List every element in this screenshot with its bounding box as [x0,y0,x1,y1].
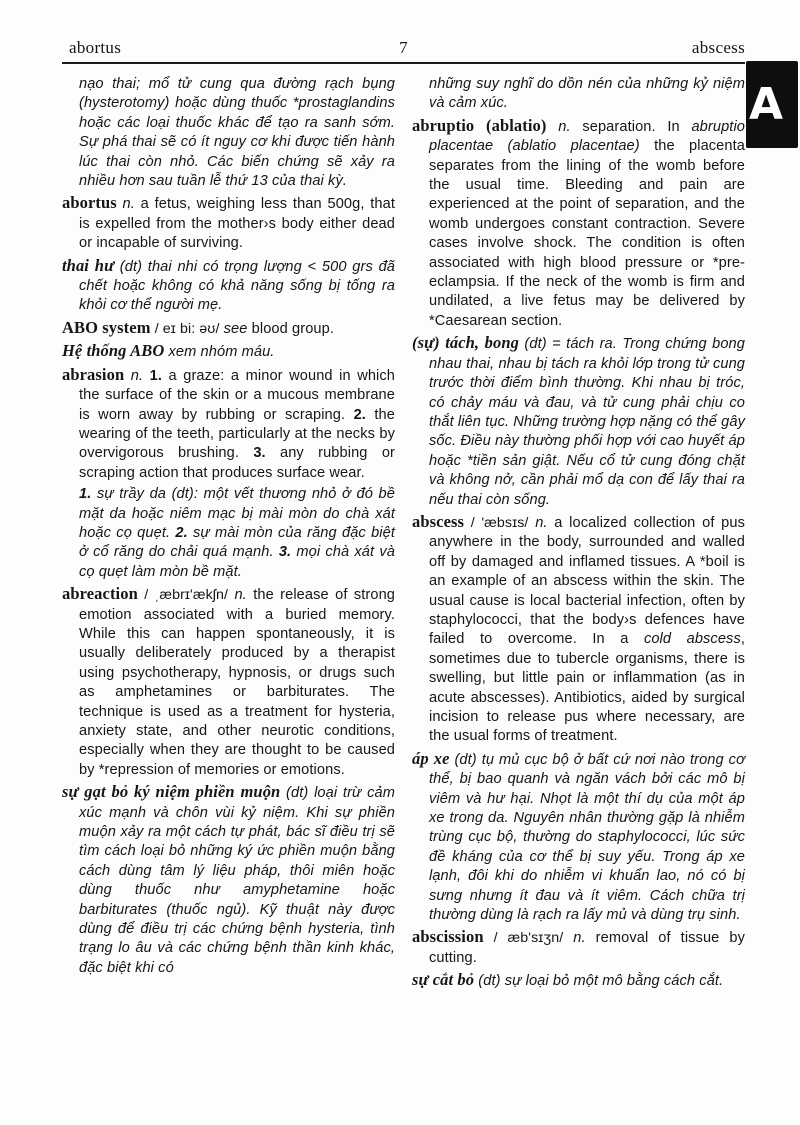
text-segment: 2. [175,524,188,541]
text-segment: 3. [253,445,266,462]
text-segment: / æb'sɪʒn/ [493,930,564,947]
text-segment: những suy nghĩ do dồn nén của những kỷ niệm và cảm xúc. [429,76,745,112]
text-segment: any rubbing or scraping action that produces surface wear. [79,445,396,481]
text-segment: Hệ thống ABO [62,341,165,361]
text-segment: nạo thai; mổ tử cung qua đường rạch bụng (hysterotomy) hoặc dùng thuốc *prostaglandins hoặc các loại thuốc khác để tạo ra sanh sớm. Sự phá thai sẽ có ít nguy cơ khi được tiến hành lúc thai còn nhỏ. Các biến chứng sẽ xảy ra nhiều hơn sau tuần lễ thứ 13 của thai kỳ. [79,76,395,190]
page-header [62,34,745,58]
entry-ap-xe [412,749,745,926]
text-segment: (dt) = tách ra. Trong chứng bong nhau thai, nhau bị tách ra khỏi lớp trong tử cung trước thời điểm bình thường. Khi nhau bị tróc, có chảy máu và đau, và tử cung phải chịu co thắt liên tục. Những trường hợp nặng có thể gây sốc. Điều này thường phối hợp với cao huyết áp hoặc *tiền sản giật. Nếu cổ tử cung đóng chặt và không nở, cần phải mổ dạ con để lấy thai ra nếu thai còn sống. [429,336,745,508]
text-segment: mọi chà xát và cọ quẹt làm mòn bề mặt. [79,544,395,580]
entry-abreaction [62,584,395,780]
text-segment: abrasion [62,364,125,384]
thumb-tab-letter: A [748,79,784,130]
text-segment: xem nhóm máu. [164,344,275,361]
text-segment: blood group. [247,320,334,337]
text-segment: 1. [79,486,92,503]
right-column [412,75,745,992]
entry-thai-hu [62,256,395,316]
text-segment: 1. [149,367,163,384]
text-segment [484,930,494,946]
text-segment: sự gạt bỏ ký niệm phiền muộn [62,782,281,802]
text-segment: / eɪ bi: əʊ/ [154,320,220,337]
entry-abrasion [62,365,395,483]
guide-word-right: abscess [691,38,745,57]
text-segment: n. [573,930,586,947]
text-segment: , sometimes due to tubercle organisms, there is swelling, but little pain or inflammation (as in acute abscesses). Antibiotics, aided by surgical incision to release pus where necessary, are the usual forms of treatment. [429,631,745,745]
entry-abortus [62,193,395,253]
text-segment [563,930,573,946]
text-segment: sự mài mòn của răng đặc biệt ở cổ răng do chải quá mạnh. [79,524,395,561]
guide-word-left: abortus [69,38,122,57]
continuation-su-gat-bo [412,75,745,114]
text-segment: abruptio placentae (ablatio placentae) [429,118,746,155]
text-segment: the release of strong emotion associated with a buried memory. While this can happen spontaneously, it is usually deliberately produced by a therapist using psychotherapy, hypnosis, or drugs such as amphetamines or barbiturates. The technique is used as a treatment for hysteria, anxiety state, and other neurotic conditions, especially when they are thought to be caused by *repression of memories or emotions. [79,587,396,778]
text-segment: n. [130,367,144,384]
page-number: 7 [399,38,408,57]
entry-su-gat-bo-ky-niem [62,782,395,978]
text-segment: n. [234,587,247,604]
text-segment: 2. [353,406,366,423]
text-segment [547,119,559,135]
text-segment: abruptio (ablatio) [412,115,547,135]
text-segment: (dt) thai nhi có trọng lượng < 500 grs đã chết hoặc không có khả năng sống bị tống ra khỏi cơ thể người mẹ. [79,258,395,314]
text-segment: (dt) sự loại bỏ một mô bằng cách cắt. [474,973,724,990]
text-segment: 3. [278,544,292,561]
text-segment: n. [558,118,571,135]
entry-abrasion-vietnamese [62,485,395,582]
letter-thumb-tab [746,61,798,148]
text-segment: (sự) tách, bong [412,333,519,353]
text-segment: (dt) tụ mủ cục bộ ở bất cứ nơi nào trong cơ thể, bị bao quanh và ngăn vách bởi các mô bị viêm và hư hại. Nhọt là một thí dụ của một áp xe trong da. Nguyên nhân thường gặp là nhiễm trùng cục bộ, thường do staphylococci, lúc sức đề kháng của cơ thể bị suy yếu. Trong áp xe lạnh, đôi khi do nhiễm vi khuẩn lao, nó có bị sưng nhưng ít đau và ít viêm. Cách chữa trị thường dùng là rạch ra lấy mủ và dùng trụ sinh. [429,751,745,924]
text-segment: separation. In [570,118,692,135]
text-segment: / ˌæbrɪ'ækʃn/ [144,587,229,604]
text-columns [62,75,745,992]
text-segment [464,515,471,531]
text-segment: áp xe [412,748,450,768]
entry-he-thong-abo [62,341,395,362]
entry-abscission [412,927,745,968]
text-segment: abscess [412,511,465,531]
text-segment: (dt) loại trừ cảm xúc mạnh và chôn vùi kỷ niệm. Khi sự phiền muộn xảy ra một cách tự phát, bác sĩ điều trị sẽ tìm cách loại bỏ những ký ức phiền muộn bằng cách dùng tâm lý liệu pháp, thôi miên hoặc dùng thuốc như amyphetamine hoặc barbiturates (thuốc ngủ). Kỹ thuật này được dùng để điều trị các chứng bệnh hysteria, tình trạng lo âu và các chứng bệnh thần kinh khác, đặc biệt khi có [79,785,395,976]
entry-abscess [412,512,745,747]
text-segment: the wearing of the teeth, particularly at the necks by overvigorous brushing. [79,406,395,462]
text-segment: cold abscess [643,631,741,648]
text-segment: removal of tissue by cutting. [429,930,746,966]
text-segment: a localized collection of pus anywhere in the body, surrounded and walled off by damaged and inflamed tissues. A *boil is an example of an abscess within the skin. The usual cause is local bacterial infection, often by staphylococci, that the body›s defences have failed to overcome. In a [429,514,746,648]
text-segment: abreaction [62,584,138,604]
entry-su-tach-bong [412,333,745,510]
header-rule [62,62,745,64]
entry-su-cat-bo [412,970,745,991]
entry-abruptio [412,116,745,331]
text-segment: abscission [412,927,484,947]
text-segment: see [223,320,248,337]
text-segment: sự trầy da (dt): một vết thương nhỏ ở đó bề mặt da hoặc niêm mạc bị mài mòn do chà xát hoặc cọ quẹt. [79,486,395,541]
text-segment: thai hư [62,255,115,275]
text-segment: sự cắt bỏ [412,970,475,990]
text-segment: ABO system [62,317,151,337]
text-segment: / 'æbsɪs/ [470,514,529,531]
text-segment: n. [122,196,135,213]
text-segment: a fetus, weighing less than 500g, that is expelled from the mother›s body either dead or incapable of surviving. [79,196,395,252]
left-column [62,75,395,992]
text-segment: the placenta separates from the lining of the womb before the usual time. Bleeding and pain are experienced at the point of separation, and the womb undergoes constant contraction. Severe cases involve shock. The condition is often associated with high blood pressure or *pre-eclampsia. If the neck of the womb is firm and undilated, a live fetus may be delivered by *Caesarean section. [429,138,745,329]
text-segment: n. [535,514,548,531]
text-segment: a graze: a minor wound in which the surface of the skin or a mucous membrane is worn away by rubbing or scraping. [79,367,396,423]
entry-abo-system [62,318,395,339]
text-segment: abortus [62,193,117,213]
continuation-pha-thai [62,75,395,191]
